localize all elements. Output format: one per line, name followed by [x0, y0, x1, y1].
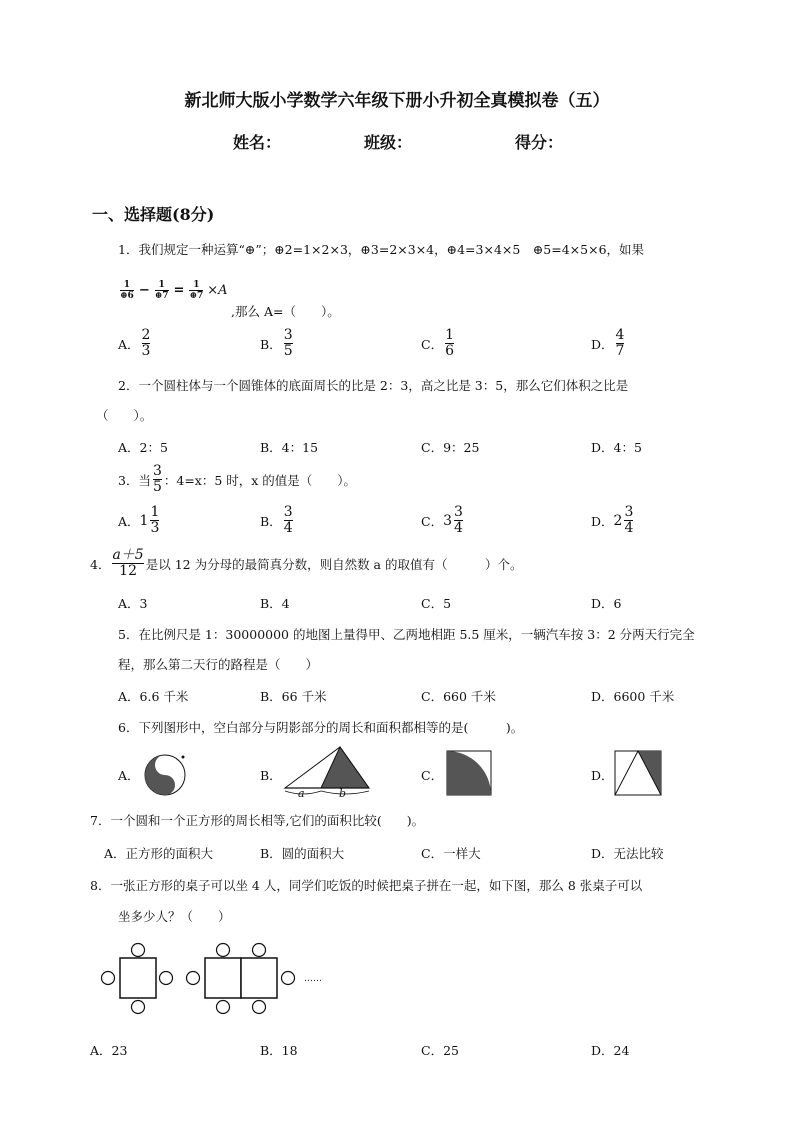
- q1-formula: $\frac{1}{\oplus 6}$ − $\frac{1}{\oplus 7}$ = $\frac{1}{\oplus 7}$ ×A: [120, 280, 228, 301]
- q7-text: 7．一个圆和一个正方形的周长相等,它们的面积比较( )。: [90, 813, 425, 828]
- q6-label-b: b: [339, 787, 347, 800]
- q1-option-d[interactable]: D． $\frac{4}{7}$: [591, 327, 625, 359]
- q2-option-b[interactable]: B．4：15: [260, 440, 319, 455]
- q2-option-a[interactable]: A．2：5: [118, 440, 168, 455]
- q2-option-d[interactable]: D．4：5: [591, 440, 642, 455]
- q1-option-a[interactable]: A． $\frac{2}{3}$: [118, 327, 151, 359]
- q6-label-a: a: [298, 787, 305, 800]
- q4-option-a[interactable]: A．3: [118, 596, 148, 611]
- class-label: 班级：: [364, 133, 413, 152]
- q8-option-d[interactable]: D．24: [591, 1043, 630, 1058]
- q8-option-b[interactable]: B．18: [260, 1043, 298, 1058]
- q6-figure-b: [283, 744, 373, 802]
- score-label: 得分：: [515, 133, 564, 152]
- section-title: 一、选择题(8分): [92, 205, 215, 224]
- q6-option-c[interactable]: C．: [421, 768, 444, 783]
- q6-option-d[interactable]: D．: [591, 768, 614, 783]
- q1-text: 1．我们规定一种运算“⊕”；⊕2=1×2×3，⊕3=2×3×4，⊕4=3×4×5 ⊕5=4×5×6，如果: [118, 242, 645, 257]
- q5-text: 5．在比例尺是 1：30000000 的地图上量得甲、乙两地相距 5.5 厘米，一辆汽车按 3：2 分两天行完全: [118, 627, 695, 642]
- q8-option-a[interactable]: A．23: [90, 1043, 128, 1058]
- q3-option-a[interactable]: A． 1 $\frac{1}{3}$: [118, 504, 160, 536]
- q8-text2: 坐多少人？（ ）: [118, 909, 231, 924]
- q6-option-a[interactable]: A．: [118, 768, 140, 783]
- q4-option-d[interactable]: D．6: [591, 596, 622, 611]
- q5-text2: 程，那么第二天行的路程是（ ）: [118, 657, 319, 672]
- page-title: 新北师大版小学数学六年级下册小升初全真模拟卷（五）: [184, 91, 610, 111]
- q2-text2: （ ）。: [96, 408, 153, 423]
- q5-option-c[interactable]: C．660 千米: [421, 689, 496, 704]
- q3-option-c[interactable]: C． 3 $\frac{3}{4}$: [421, 504, 463, 536]
- q7-option-b[interactable]: B．圆的面积大: [260, 846, 345, 861]
- name-label: 姓名：: [233, 133, 282, 152]
- q2-option-c[interactable]: C．9：25: [421, 440, 480, 455]
- q6-text: 6．下列图形中，空白部分与阴影部分的周长和面积都相等的是( )。: [118, 720, 524, 735]
- q8-text: 8．一张正方形的桌子可以坐 4 人，同学们吃饭的时候把桌子拼在一起，如下图，那么 8 张桌子可以: [90, 878, 643, 893]
- q5-option-b[interactable]: B．66 千米: [260, 689, 327, 704]
- q1-option-b[interactable]: B． $\frac{3}{5}$: [260, 327, 293, 359]
- q7-option-d[interactable]: D．无法比较: [591, 846, 664, 861]
- q4-option-b[interactable]: B．4: [260, 596, 290, 611]
- q4-option-c[interactable]: C．5: [421, 596, 452, 611]
- q3-option-b[interactable]: B． $\frac{3}{4}$: [260, 504, 293, 536]
- q6-figure-c: [446, 750, 492, 796]
- q5-option-d[interactable]: D．6600 千米: [591, 689, 675, 704]
- q6-option-b[interactable]: B．: [260, 768, 282, 783]
- q1-tail: ,那么 A=（ ）。: [231, 304, 340, 319]
- q8-ellipsis: ……: [304, 974, 322, 984]
- q2-text: 2．一个圆柱体与一个圆锥体的底面周长的比是 2：3，高之比是 3：5，那么它们体积之比是: [118, 378, 629, 393]
- q5-option-a[interactable]: A．6.6 千米: [118, 689, 189, 704]
- q4-text: 4． $\frac{a+5}{12}$ 是以 12 为分母的最简真分数，则自然数 a 的取值有（ ）个。: [90, 547, 523, 579]
- q8-option-c[interactable]: C．25: [421, 1043, 459, 1058]
- q3-text: 3．当 $\frac{3}{5}$ ：4=x：5 时，x 的值是（ ）。: [118, 463, 357, 495]
- q3-option-d[interactable]: D． 2 $\frac{3}{4}$: [591, 504, 634, 536]
- q6-figure-a: [140, 752, 190, 798]
- q7-option-a[interactable]: A．正方形的面积大: [104, 846, 214, 861]
- q6-figure-d: [614, 750, 662, 796]
- q7-option-c[interactable]: C．一样大: [421, 846, 481, 861]
- q1-option-c[interactable]: C． $\frac{1}{6}$: [421, 327, 454, 359]
- q8-table-figure: [98, 940, 308, 1018]
